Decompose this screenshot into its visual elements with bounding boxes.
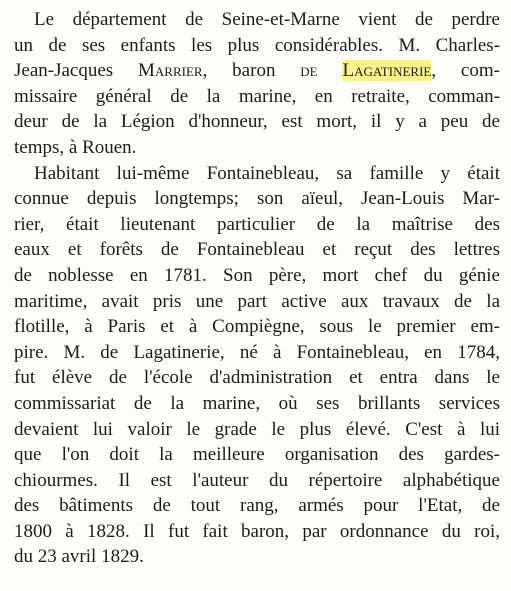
text-line: maritime, avait pris une part active aux travaux de la [14, 290, 500, 312]
text-line: eaux et forêts de Fontainebleau et reçut des lettres [14, 239, 500, 261]
paragraph-2 [14, 161, 503, 571]
text-segment: Jean-Jacques [14, 60, 139, 82]
text-line: deur de la Légion d'honneur, est mort, il y a peu de [14, 111, 500, 133]
text-line: des bâtiments de tout rang, armés pour l'Etat, de [14, 495, 500, 517]
text-line: devaient lui valoir le grade le plus élevé. C'est à lui [14, 418, 500, 440]
text-line: flotille, à Paris et à Compiègne, sous le premier em- [14, 316, 500, 338]
particle-small-caps: de [300, 60, 343, 82]
text-line: 1800 à 1828. Il fut fait baron, par ordonnance du roi, [14, 520, 500, 542]
text-line: que l'on doit la meilleure organisation des gardes- [14, 444, 500, 466]
text-segment: , com- [431, 60, 500, 82]
text-line: commissariat de la marine, où ses brillants services [14, 392, 500, 414]
paragraph-1 [14, 7, 503, 161]
text-line: connue depuis longtemps; son aïeul, Jean-Louis Mar- [14, 188, 500, 210]
text-line: fut élève de l'école d'administration et entra dans le [14, 367, 500, 389]
text-line: un de ses enfants les plus considérables. M. Charles- [14, 34, 500, 56]
text-line: de noblesse en 1781. Son père, mort chef du génie [14, 264, 500, 286]
highlighted-title-name: Lagatinerie [342, 60, 432, 82]
text-line: missaire général de la marine, en retraite, comman- [14, 85, 500, 107]
text-line: chiourmes. Il est l'auteur du répertoire alphabétique [14, 469, 500, 491]
text-line: temps, à Rouen. [14, 136, 137, 158]
text-line: pire. M. de Lagatinerie, né à Fontainebleau, en 1784, [14, 341, 500, 363]
text-line-with-name [14, 58, 500, 84]
text-line: Le département de Seine-et-Marne vient de perdre [34, 9, 500, 30]
text-line: rier, était lieutenant particulier de la maîtrise des [14, 213, 500, 235]
text-line: du 23 avril 1829. [14, 546, 144, 568]
surname-small-caps: Marrier [138, 60, 203, 82]
text-segment: , baron [202, 60, 301, 82]
text-line: Habitant lui-même Fontainebleau, sa famille y était [34, 162, 500, 184]
